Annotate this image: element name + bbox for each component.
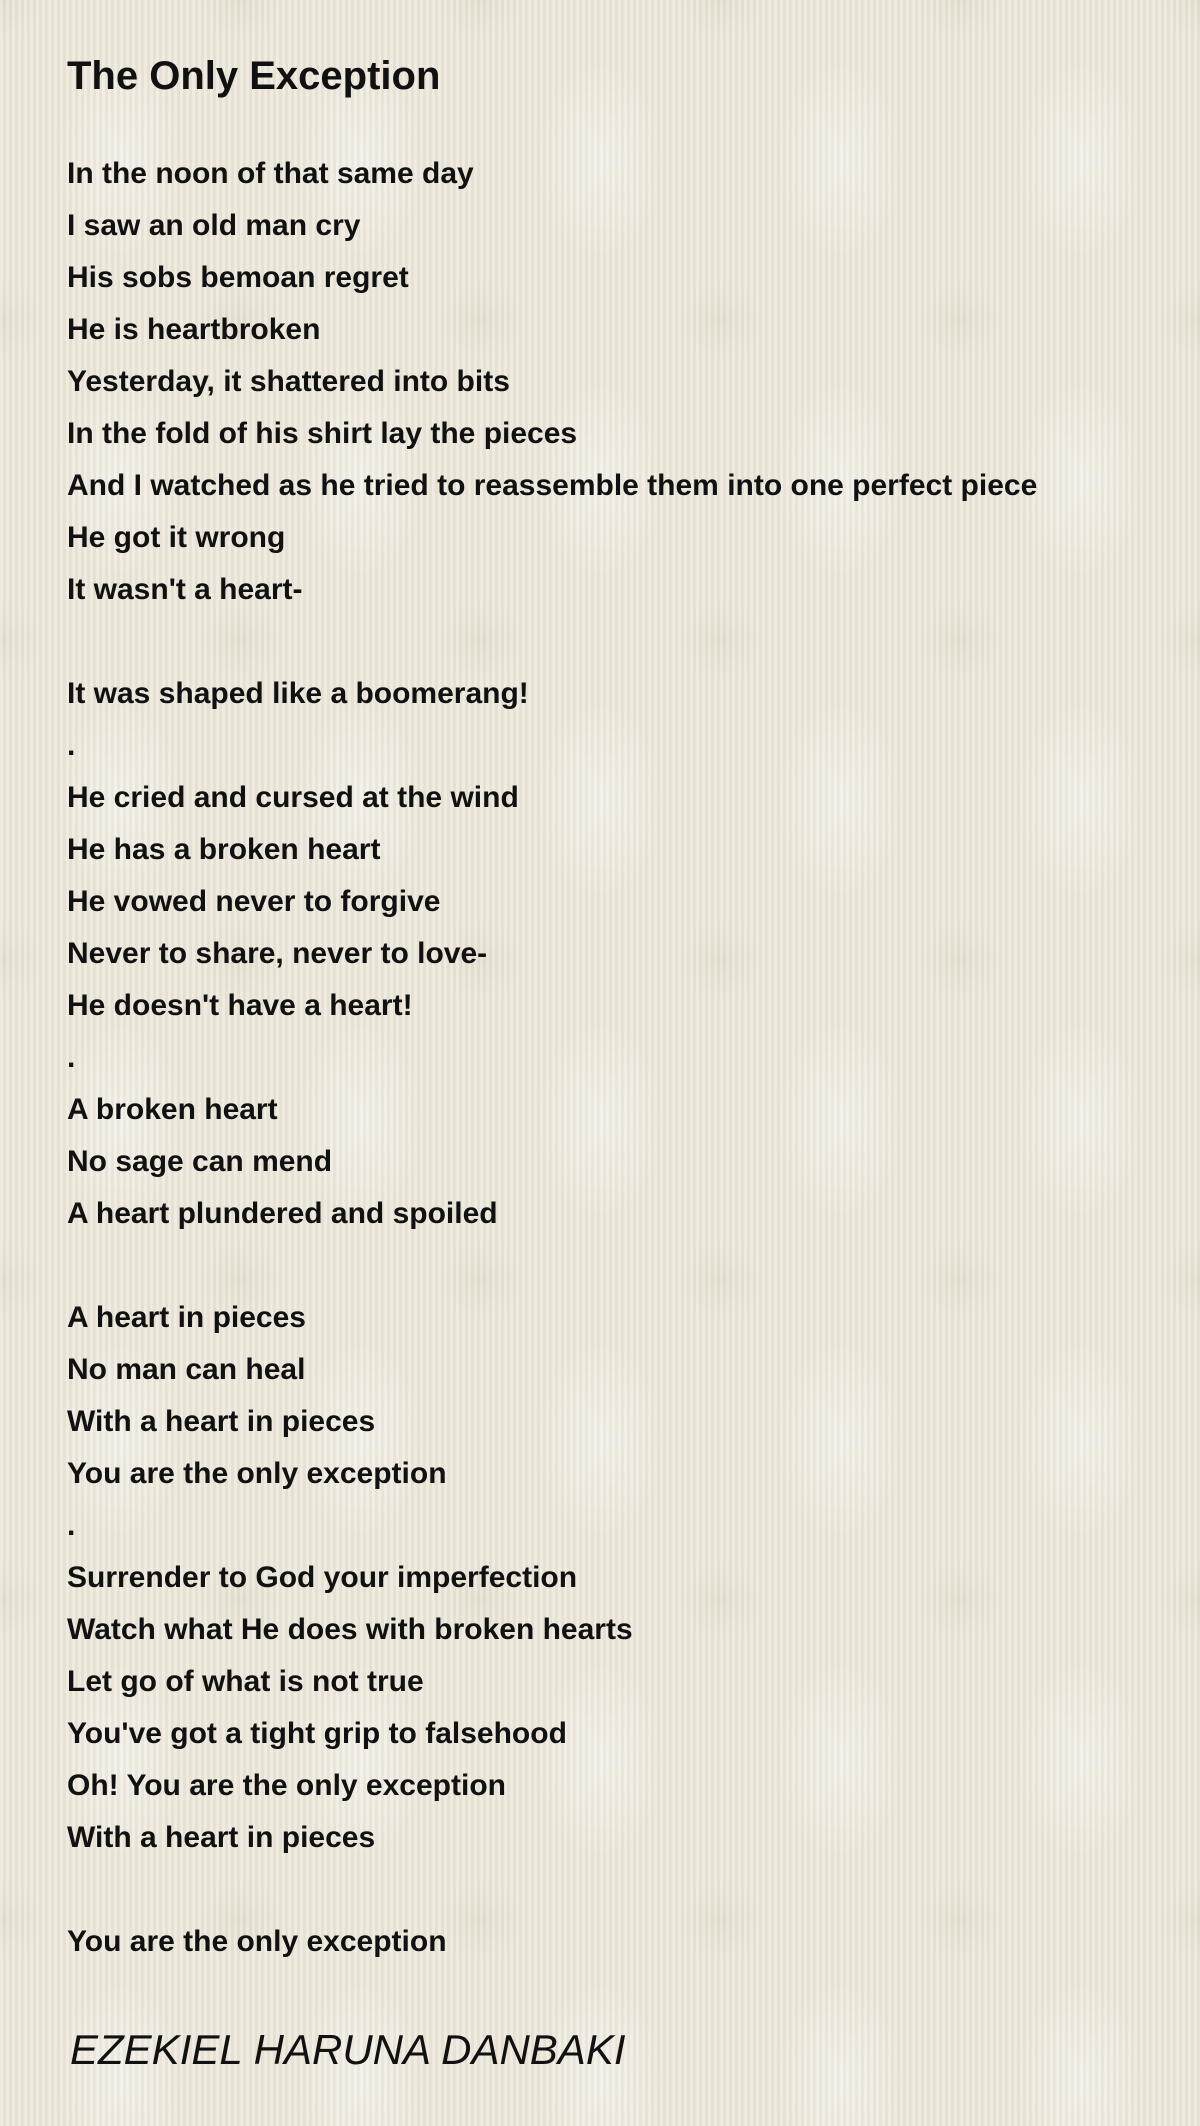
poem-line: You are the only exception	[67, 1925, 447, 1958]
poem-title: The Only Exception	[67, 54, 441, 98]
poem-line: His sobs bemoan regret	[67, 261, 409, 294]
poem-line: He vowed never to forgive	[67, 885, 441, 918]
poem-line: It was shaped like a boomerang!	[67, 677, 529, 710]
poem-line: No man can heal	[67, 1353, 306, 1386]
poem-line: It wasn't a heart-	[67, 573, 303, 606]
poem-line: You've got a tight grip to falsehood	[67, 1717, 567, 1750]
poem-line: He is heartbroken	[67, 313, 321, 346]
poem-line: You are the only exception	[67, 1457, 447, 1490]
poem-line: A heart plundered and spoiled	[67, 1197, 498, 1230]
poem-line: A broken heart	[67, 1093, 278, 1126]
poem-line: Yesterday, it shattered into bits	[67, 365, 510, 398]
poem-author: EZEKIEL HARUNA DANBAKI	[70, 2026, 626, 2073]
poem-line: He got it wrong	[67, 521, 286, 554]
poem-line: With a heart in pieces	[67, 1821, 376, 1854]
poem-line: In the noon of that same day	[67, 157, 474, 190]
poem-line: With a heart in pieces	[67, 1405, 376, 1438]
stanza-break	[67, 1864, 1177, 1916]
stanza-break	[67, 1240, 1177, 1292]
poem-line: He has a broken heart	[67, 833, 381, 866]
poem-line: .	[67, 1041, 76, 1074]
poem-line: I saw an old man cry	[67, 209, 361, 242]
poem-line: Watch what He does with broken hearts	[67, 1613, 633, 1646]
poem-line: And I watched as he tried to reassemble them into one perfect piece	[67, 469, 1038, 502]
poem-line: .	[67, 1509, 76, 1542]
poem-line: He cried and cursed at the wind	[67, 781, 519, 814]
stanza-break	[67, 616, 1177, 668]
poem-body	[67, 148, 1177, 1968]
poem-line: .	[67, 729, 76, 762]
poem-line: Oh! You are the only exception	[67, 1769, 506, 1802]
poem-line: Surrender to God your imperfection	[67, 1561, 578, 1594]
poem-line: Never to share, never to love-	[67, 937, 488, 970]
poem-line: Let go of what is not true	[67, 1665, 424, 1698]
poem-line: In the fold of his shirt lay the pieces	[67, 417, 578, 450]
poem-line: He doesn't have a heart!	[67, 989, 413, 1022]
poem-line: A heart in pieces	[67, 1301, 306, 1334]
poem-line: No sage can mend	[67, 1145, 333, 1178]
